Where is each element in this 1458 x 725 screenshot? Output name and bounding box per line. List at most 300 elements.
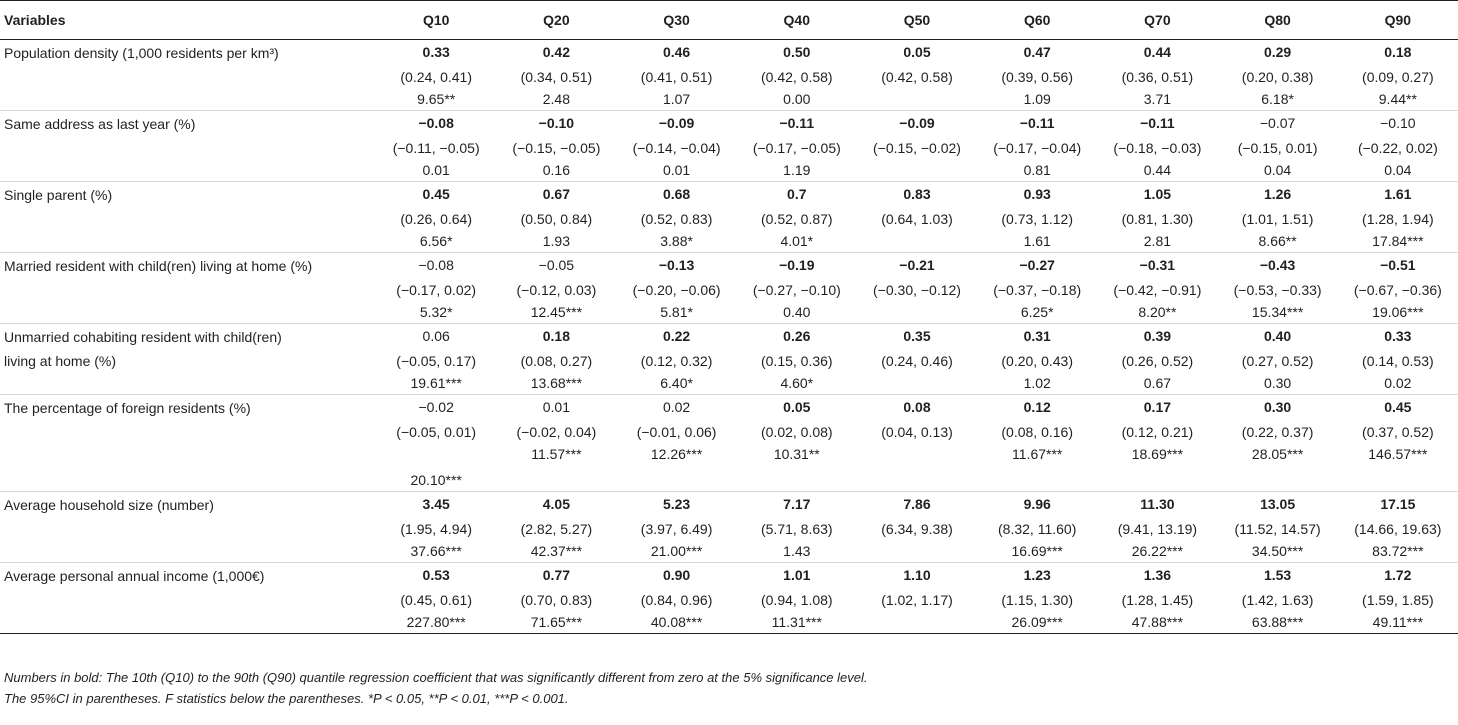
coefficient: −0.19 xyxy=(779,257,815,273)
coefficient: −0.27 xyxy=(1019,257,1055,273)
quantile-cell xyxy=(1338,253,1458,324)
confidence-interval: (0.08, 0.27) xyxy=(520,353,593,369)
f-statistic: 0.30 xyxy=(1263,375,1292,391)
coefficient: −0.31 xyxy=(1139,257,1176,273)
quantile-cell xyxy=(977,395,1097,492)
quantile-cell xyxy=(737,492,857,563)
quantile-cell xyxy=(1218,253,1338,324)
confidence-interval: (0.14, 0.53) xyxy=(1362,353,1434,369)
f-statistic: 0.01 xyxy=(422,162,450,178)
confidence-interval: (0.20, 0.38) xyxy=(1241,69,1314,85)
quantile-cell xyxy=(977,182,1097,253)
f-statistic xyxy=(865,88,969,110)
f-statistic: 1.93 xyxy=(542,233,570,249)
confidence-interval: (0.20, 0.43) xyxy=(1001,353,1073,369)
f-statistic: 1.61 xyxy=(1023,233,1051,249)
confidence-interval: (0.50, 0.84) xyxy=(520,211,593,227)
variable-label xyxy=(0,395,376,492)
quantile-header: Q80 xyxy=(1218,1,1338,40)
coefficient: 1.61 xyxy=(1384,186,1412,202)
f-statistic: 11.67*** xyxy=(1012,446,1063,462)
table-footnote xyxy=(4,667,868,709)
variable-label xyxy=(0,40,376,111)
confidence-interval: (0.15, 0.36) xyxy=(760,353,833,369)
quantile-cell xyxy=(496,395,616,492)
f-statistic: 8.20** xyxy=(1138,304,1177,320)
quantile-cell xyxy=(1338,182,1458,253)
variable-label xyxy=(0,111,376,182)
quantile-cell xyxy=(857,111,977,182)
quantile-cell xyxy=(496,492,616,563)
f-statistic xyxy=(384,443,488,465)
f-statistic xyxy=(865,230,969,252)
quantile-header: Q40 xyxy=(737,1,857,40)
confidence-interval: (1.01, 1.51) xyxy=(1241,211,1314,227)
variable-label xyxy=(0,253,376,324)
coefficient: −0.05 xyxy=(538,257,575,273)
quantile-cell xyxy=(977,492,1097,563)
quantile-cell xyxy=(1218,324,1338,395)
table-row xyxy=(0,253,1458,324)
confidence-interval: (0.12, 0.21) xyxy=(1121,424,1194,440)
quantile-cell xyxy=(857,563,977,634)
quantile-header: Q20 xyxy=(496,1,616,40)
coefficient: 0.90 xyxy=(662,567,691,583)
confidence-interval: (−0.53, −0.33) xyxy=(1233,282,1322,298)
quantile-cell xyxy=(737,111,857,182)
coefficient: 1.36 xyxy=(1143,567,1172,583)
quantile-cell xyxy=(496,324,616,395)
quantile-cell xyxy=(977,253,1097,324)
confidence-interval: (0.24, 0.46) xyxy=(881,353,953,369)
coefficient: 0.02 xyxy=(662,399,691,415)
f-statistic: 21.00*** xyxy=(650,543,703,559)
f-statistic: 0.81 xyxy=(1023,162,1051,178)
confidence-interval: (−0.02, 0.04) xyxy=(516,424,597,440)
coefficient: −0.08 xyxy=(418,115,454,131)
confidence-interval: (−0.15, −0.05) xyxy=(512,140,601,156)
confidence-interval: (−0.22, 0.02) xyxy=(1357,140,1438,156)
coefficient: 5.23 xyxy=(662,496,691,512)
quantile-cell xyxy=(977,40,1097,111)
confidence-interval: (1.28, 1.45) xyxy=(1121,592,1194,608)
quantile-cell xyxy=(376,395,496,492)
f-statistic: 26.22*** xyxy=(1131,543,1184,559)
f-statistic: 4.01* xyxy=(780,233,814,249)
f-statistic: 12.26*** xyxy=(650,446,703,462)
f-statistic-extra: 20.10*** xyxy=(410,472,462,488)
table-body xyxy=(0,40,1458,634)
quantile-cell xyxy=(1218,40,1338,111)
quantile-cell xyxy=(1338,563,1458,634)
quantile-cell xyxy=(376,253,496,324)
confidence-interval: (0.02, 0.08) xyxy=(760,424,833,440)
confidence-interval: (0.39, 0.56) xyxy=(1001,69,1073,85)
variable-label-text: Average household size (number) xyxy=(4,497,214,513)
coefficient: 11.30 xyxy=(1140,496,1175,512)
coefficient: 4.05 xyxy=(542,496,570,512)
variable-label-text: The percentage of foreign residents (%) xyxy=(4,400,251,416)
coefficient: −0.02 xyxy=(418,399,454,415)
confidence-interval: (0.42, 0.58) xyxy=(881,69,953,85)
confidence-interval: (1.59, 1.85) xyxy=(1362,592,1434,608)
confidence-interval: (11.52, 14.57) xyxy=(1234,521,1321,537)
quantile-cell xyxy=(1338,40,1458,111)
f-statistic: 5.81* xyxy=(660,304,693,320)
confidence-interval: (1.95, 4.94) xyxy=(400,521,472,537)
coefficient: 0.01 xyxy=(542,399,570,415)
coefficient: 9.96 xyxy=(1023,496,1051,512)
f-statistic: 37.66*** xyxy=(410,543,462,559)
f-statistic: 26.09*** xyxy=(1011,614,1063,630)
table-row xyxy=(0,563,1458,634)
coefficient: −0.11 xyxy=(1140,115,1175,131)
confidence-interval: (1.15, 1.30) xyxy=(1001,592,1073,608)
quantile-cell xyxy=(1218,111,1338,182)
confidence-interval: (0.42, 0.58) xyxy=(760,69,833,85)
coefficient: 0.33 xyxy=(422,44,450,60)
confidence-interval: (−0.17, −0.05) xyxy=(752,140,841,156)
coefficient: 0.26 xyxy=(783,328,811,344)
confidence-interval: (−0.01, 0.06) xyxy=(636,424,717,440)
quantile-cell xyxy=(616,182,736,253)
coefficient: 1.10 xyxy=(903,567,931,583)
f-statistic: 19.06*** xyxy=(1372,304,1424,320)
f-statistic: 9.65** xyxy=(417,91,456,107)
coefficient: −0.11 xyxy=(779,115,815,131)
f-statistic: 71.65*** xyxy=(530,614,583,630)
confidence-interval: (1.02, 1.17) xyxy=(881,592,953,608)
coefficient: 0.44 xyxy=(1143,44,1172,60)
quantile-cell xyxy=(376,40,496,111)
f-statistic: 0.04 xyxy=(1384,162,1412,178)
f-statistic: 6.18* xyxy=(1261,91,1294,107)
f-statistic: 0.04 xyxy=(1263,162,1292,178)
f-statistic: 49.11*** xyxy=(1372,614,1424,630)
coefficient: −0.07 xyxy=(1259,115,1296,131)
quantile-cell xyxy=(376,182,496,253)
quantile-cell xyxy=(376,563,496,634)
confidence-interval: (−0.37, −0.18) xyxy=(993,282,1082,298)
f-statistic: 6.40* xyxy=(660,375,693,391)
footnote-line-2: The 95%CI in parentheses. F statistics below the parentheses. *P < 0.05, **P < 0.01, ***P < 0.001. xyxy=(4,691,569,706)
coefficient: −0.08 xyxy=(418,257,454,273)
confidence-interval: (−0.15, −0.02) xyxy=(873,140,961,156)
variable-label-text: Married resident with child(ren) living at home (%) xyxy=(4,258,313,274)
confidence-interval: (6.34, 9.38) xyxy=(881,521,953,537)
f-statistic: 3.71 xyxy=(1143,91,1172,107)
coefficient: 0.53 xyxy=(422,567,450,583)
coefficient: −0.10 xyxy=(538,115,575,131)
quantile-cell xyxy=(857,40,977,111)
quantile-cell xyxy=(376,111,496,182)
coefficient: 0.17 xyxy=(1143,399,1172,415)
variable-label xyxy=(0,492,376,563)
f-statistic: 10.31** xyxy=(773,446,820,462)
coefficient: 1.26 xyxy=(1263,186,1292,202)
f-statistic xyxy=(865,301,969,323)
coefficient: 0.67 xyxy=(542,186,570,202)
coefficient: 1.72 xyxy=(1384,567,1412,583)
variable-label-text: Unmarried cohabiting resident with child(ren) xyxy=(4,329,282,345)
confidence-interval: (0.52, 0.83) xyxy=(640,211,713,227)
quantile-cell xyxy=(1097,324,1217,395)
confidence-interval: (0.36, 0.51) xyxy=(1121,69,1194,85)
quantile-cell xyxy=(737,40,857,111)
confidence-interval: (−0.14, −0.04) xyxy=(632,140,721,156)
confidence-interval: (−0.30, −0.12) xyxy=(873,282,961,298)
coefficient: 1.23 xyxy=(1023,567,1051,583)
quantile-cell xyxy=(1097,40,1217,111)
confidence-interval: (0.45, 0.61) xyxy=(400,592,472,608)
f-statistic: 146.57*** xyxy=(1368,446,1428,462)
confidence-interval: (−0.18, −0.03) xyxy=(1113,140,1202,156)
quantile-header: Q30 xyxy=(616,1,736,40)
quantile-cell xyxy=(857,253,977,324)
confidence-interval: (−0.17, −0.04) xyxy=(993,140,1082,156)
variable-label-text: Same address as last year (%) xyxy=(4,116,196,132)
f-statistic: 9.44** xyxy=(1378,91,1417,107)
quantile-cell xyxy=(857,492,977,563)
confidence-interval: (0.22, 0.37) xyxy=(1241,424,1314,440)
quantile-cell xyxy=(496,182,616,253)
coefficient: 0.08 xyxy=(903,399,931,415)
coefficient: 0.18 xyxy=(1384,44,1412,60)
coefficient: 0.35 xyxy=(903,328,931,344)
quantile-cell xyxy=(1218,182,1338,253)
f-statistic: 6.25* xyxy=(1020,304,1054,320)
quantile-header: Q60 xyxy=(977,1,1097,40)
f-statistic: 0.44 xyxy=(1143,162,1172,178)
confidence-interval: (0.34, 0.51) xyxy=(520,69,593,85)
confidence-interval: (0.94, 1.08) xyxy=(760,592,833,608)
variable-label xyxy=(0,563,376,634)
confidence-interval: (5.71, 8.63) xyxy=(760,521,833,537)
confidence-interval: (−0.27, −0.10) xyxy=(752,282,841,298)
confidence-interval: (−0.05, 0.01) xyxy=(396,424,477,440)
f-statistic xyxy=(865,540,969,562)
quantile-cell xyxy=(616,111,736,182)
confidence-interval: (0.81, 1.30) xyxy=(1121,211,1194,227)
confidence-interval: (0.37, 0.52) xyxy=(1362,424,1434,440)
quantile-cell xyxy=(737,324,857,395)
coefficient: 0.30 xyxy=(1263,399,1292,415)
confidence-interval: (−0.12, 0.03) xyxy=(516,282,597,298)
coefficient: −0.51 xyxy=(1380,257,1416,273)
footnote-line-1: Numbers in bold: The 10th (Q10) to the 90th (Q90) quantile regression coefficient that was significantly different from zero at the 5% significance level. xyxy=(4,670,868,685)
confidence-interval: (−0.11, −0.05) xyxy=(392,140,480,156)
confidence-interval: (0.84, 0.96) xyxy=(640,592,713,608)
quantile-cell xyxy=(737,182,857,253)
confidence-interval: (−0.17, 0.02) xyxy=(396,282,477,298)
coefficient: −0.11 xyxy=(1019,115,1055,131)
coefficient: 0.50 xyxy=(783,44,811,60)
f-statistic xyxy=(865,443,969,465)
f-statistic: 0.00 xyxy=(783,91,811,107)
confidence-interval: (0.73, 1.12) xyxy=(1001,211,1073,227)
coefficient: 0.33 xyxy=(1384,328,1412,344)
quantile-cell xyxy=(737,395,857,492)
f-statistic: 8.66** xyxy=(1258,233,1297,249)
confidence-interval: (0.70, 0.83) xyxy=(520,592,593,608)
quantile-cell xyxy=(977,111,1097,182)
f-statistic: 1.07 xyxy=(662,91,691,107)
coefficient: 1.01 xyxy=(783,567,811,583)
f-statistic: 15.34*** xyxy=(1251,304,1304,320)
f-statistic: 2.81 xyxy=(1143,233,1172,249)
quantile-cell xyxy=(616,492,736,563)
quantile-header: Q50 xyxy=(857,1,977,40)
f-statistic xyxy=(865,372,969,394)
f-statistic: 42.37*** xyxy=(530,543,583,559)
confidence-interval: (0.09, 0.27) xyxy=(1362,69,1434,85)
coefficient: 0.18 xyxy=(542,328,570,344)
quantile-header: Q90 xyxy=(1338,1,1458,40)
quantile-cell xyxy=(616,40,736,111)
confidence-interval: (14.66, 19.63) xyxy=(1354,521,1442,537)
quantile-cell xyxy=(1097,563,1217,634)
confidence-interval: (−0.20, −0.06) xyxy=(632,282,721,298)
variable-label-text-cont: living at home (%) xyxy=(4,353,117,369)
coefficient: 0.46 xyxy=(662,44,691,60)
quantile-cell xyxy=(616,563,736,634)
confidence-interval: (1.28, 1.94) xyxy=(1362,211,1434,227)
coefficient: 0.06 xyxy=(422,328,450,344)
quantile-cell xyxy=(496,563,616,634)
quantile-cell xyxy=(616,395,736,492)
table-row xyxy=(0,492,1458,563)
f-statistic: 16.69*** xyxy=(1011,543,1063,559)
f-statistic: 11.31*** xyxy=(771,614,822,630)
header-row xyxy=(0,1,1458,40)
table-row xyxy=(0,111,1458,182)
quantile-cell xyxy=(1218,395,1338,492)
confidence-interval: (3.97, 6.49) xyxy=(640,521,713,537)
confidence-interval: (−0.15, 0.01) xyxy=(1237,140,1318,156)
f-statistic: 2.48 xyxy=(542,91,570,107)
confidence-interval: (0.04, 0.13) xyxy=(881,424,953,440)
confidence-interval: (2.82, 5.27) xyxy=(520,521,593,537)
confidence-interval: (0.26, 0.52) xyxy=(1121,353,1194,369)
coefficient: 0.29 xyxy=(1263,44,1292,60)
f-statistic: 0.02 xyxy=(1384,375,1412,391)
coefficient: 0.40 xyxy=(1263,328,1292,344)
coefficient: 1.53 xyxy=(1263,567,1292,583)
quantile-cell xyxy=(496,253,616,324)
f-statistic: 5.32* xyxy=(419,304,453,320)
quantile-cell xyxy=(1218,492,1338,563)
f-statistic: 47.88*** xyxy=(1131,614,1184,630)
coefficient: 7.86 xyxy=(903,496,931,512)
f-statistic: 17.84*** xyxy=(1372,233,1424,249)
quantile-cell xyxy=(376,324,496,395)
f-statistic: 3.88* xyxy=(660,233,693,249)
f-statistic: 1.19 xyxy=(783,162,811,178)
coefficient: 0.93 xyxy=(1023,186,1051,202)
f-statistic: 1.02 xyxy=(1023,375,1051,391)
quantile-cell xyxy=(616,324,736,395)
f-statistic: 0.16 xyxy=(542,162,570,178)
f-statistic xyxy=(865,611,969,633)
confidence-interval: (−0.42, −0.91) xyxy=(1113,282,1202,298)
quantile-cell xyxy=(1338,324,1458,395)
quantile-cell xyxy=(737,253,857,324)
f-statistic: 63.88*** xyxy=(1251,614,1304,630)
variable-label xyxy=(0,182,376,253)
confidence-interval: (8.32, 11.60) xyxy=(998,521,1077,537)
f-statistic: 28.05*** xyxy=(1251,446,1304,462)
quantile-cell xyxy=(1338,111,1458,182)
coefficient: 0.45 xyxy=(1384,399,1412,415)
coefficient: 0.12 xyxy=(1023,399,1051,415)
coefficient: 0.83 xyxy=(903,186,931,202)
coefficient: 0.22 xyxy=(662,328,691,344)
coefficient: 0.68 xyxy=(662,186,691,202)
coefficient: 0.42 xyxy=(542,44,570,60)
quantile-cell xyxy=(737,563,857,634)
coefficient: −0.13 xyxy=(658,257,695,273)
quantile-cell xyxy=(1097,492,1217,563)
variable-label-text: Population density (1,000 residents per km³) xyxy=(4,45,279,61)
coefficient: 13.05 xyxy=(1260,496,1296,512)
quantile-header: Q70 xyxy=(1097,1,1217,40)
table-row xyxy=(0,324,1458,395)
f-statistic: 12.45*** xyxy=(530,304,583,320)
f-statistic: 13.68*** xyxy=(530,375,583,391)
coefficient: 0.39 xyxy=(1143,328,1172,344)
coefficient: 0.31 xyxy=(1023,328,1051,344)
f-statistic: 11.57*** xyxy=(531,446,582,462)
variable-label xyxy=(0,324,376,395)
coefficient: 1.05 xyxy=(1143,186,1172,202)
coefficient: −0.43 xyxy=(1259,257,1296,273)
quantile-cell xyxy=(857,324,977,395)
quantile-cell xyxy=(1338,492,1458,563)
quantile-cell xyxy=(496,111,616,182)
f-statistic: 4.60* xyxy=(780,375,814,391)
quantile-cell xyxy=(1338,395,1458,492)
quantile-cell xyxy=(857,395,977,492)
quantile-cell xyxy=(616,253,736,324)
confidence-interval: (0.27, 0.52) xyxy=(1241,353,1314,369)
confidence-interval: (9.41, 13.19) xyxy=(1117,521,1198,537)
quantile-cell xyxy=(376,492,496,563)
confidence-interval: (1.42, 1.63) xyxy=(1241,592,1314,608)
quantile-cell xyxy=(496,40,616,111)
quantile-cell xyxy=(1097,111,1217,182)
quantile-cell xyxy=(1097,182,1217,253)
quantile-cell xyxy=(1097,253,1217,324)
confidence-interval: (0.41, 0.51) xyxy=(640,69,713,85)
confidence-interval: (0.26, 0.64) xyxy=(400,211,472,227)
quantile-cell xyxy=(857,182,977,253)
coefficient: 0.7 xyxy=(787,186,807,202)
coefficient: −0.09 xyxy=(658,115,695,131)
f-statistic: 0.67 xyxy=(1143,375,1172,391)
quantile-cell xyxy=(1218,563,1338,634)
f-statistic: 19.61*** xyxy=(410,375,462,391)
coefficient: 0.05 xyxy=(783,399,811,415)
confidence-interval: (0.64, 1.03) xyxy=(881,211,953,227)
coefficient: 0.47 xyxy=(1023,44,1051,60)
confidence-interval: (−0.67, −0.36) xyxy=(1353,282,1442,298)
coefficient: 7.17 xyxy=(783,496,811,512)
f-statistic: 1.09 xyxy=(1023,91,1051,107)
f-statistic: 6.56* xyxy=(419,233,453,249)
coefficient: 17.15 xyxy=(1380,496,1416,512)
f-statistic: 227.80*** xyxy=(406,614,466,630)
table-row xyxy=(0,395,1458,492)
